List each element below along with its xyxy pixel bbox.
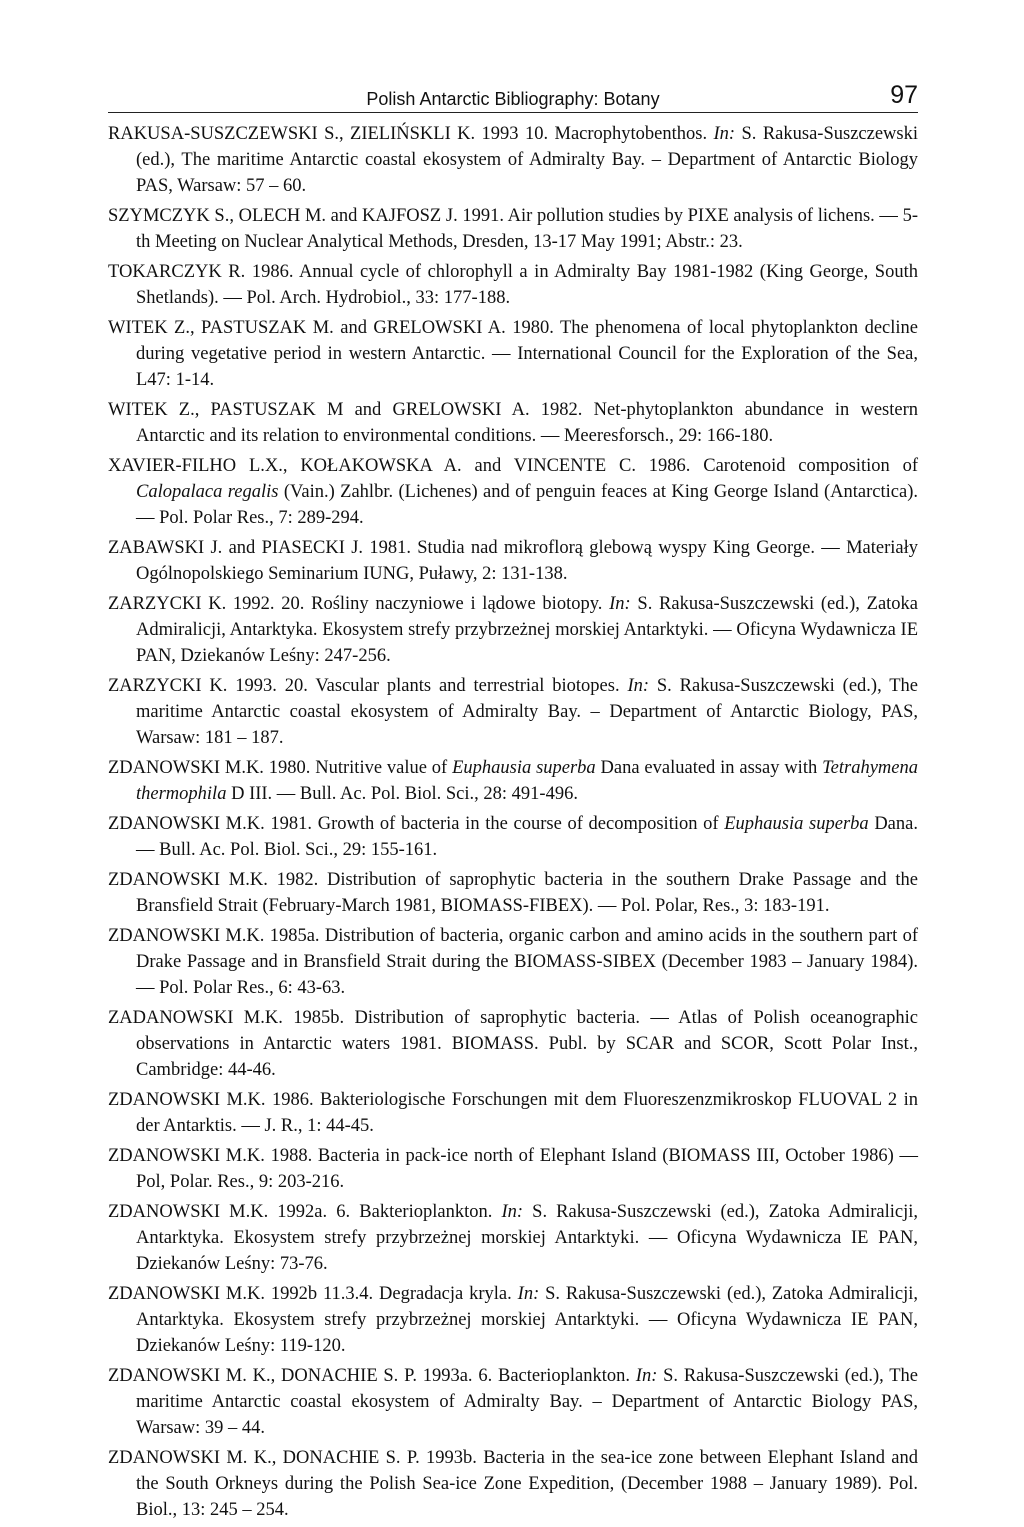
bibliography-entry	[108, 1087, 918, 1139]
bibliography-entry	[108, 673, 918, 751]
bibliography-entry	[108, 867, 918, 919]
entry-text: XAVIER-FILHO L.X., KOŁAKOWSKA A. and VINCENTE C. 1986. Carotenoid composition of	[108, 456, 918, 476]
bibliography-entry	[108, 1005, 918, 1083]
entry-text: S. Rakusa-Suszczewski (ed.), The maritime Antarctic coastal ekosystem of Admiralty Bay. – Department of Antarctic Biology PAS, Warsaw: 57 – 60.	[136, 124, 918, 196]
bibliography-entry	[108, 923, 918, 1001]
entry-text: WITEK Z., PASTUSZAK M. and GRELOWSKI A. 1980. The phenomena of local phytoplankton decline during vegetative period in western Antarctic. — International Council for the Exploration of the Sea, L47: 1-14.	[108, 318, 918, 390]
bibliography-entry	[108, 1363, 918, 1441]
entry-text: ZDANOWSKI M.K. 1981. Growth of bacteria in the course of decomposition of	[108, 814, 725, 834]
entry-text: Dana evaluated in assay with	[595, 758, 823, 778]
entry-text: ZDANOWSKI M.K. 1980. Nutritive value of	[108, 758, 453, 778]
bibliography-entry	[108, 315, 918, 393]
entry-text: RAKUSA-SUSZCZEWSKI S., ZIELIŃSKLI K. 1993 10. Macrophytobenthos.	[108, 124, 714, 144]
entry-text: S. Rakusa-Suszczewski (ed.), Zatoka Admiralicji, Antarktyka. Ekosystem strefy przybrzeżnej morskiej Antarktyki. — Oficyna Wydawnicza IE PAN, Dziekanów Leśny: 73-76.	[136, 1202, 918, 1274]
bibliography-entry	[108, 811, 918, 863]
italic-text: Calopalaca regalis	[136, 482, 279, 502]
entry-text: ZDANOWSKI M.K. 1985a. Distribution of bacteria, organic carbon and amino acids in the southern part of Drake Passage and in Bransfield Strait during the BIOMASS-SIBEX (December 1983 – January 1984). — Pol. Polar Res., 6: 43-63.	[108, 926, 918, 998]
entry-text: ZABAWSKI J. and PIASECKI J. 1981. Studia nad mikroflorą glebową wyspy King George. — Materiały Ogólnopolskiego Seminarium IUNG, Puławy, 2: 131-138.	[108, 538, 918, 584]
entry-text: ZDANOWSKI M. K., DONACHIE S. P. 1993b. Bacteria in the sea-ice zone between Elephant Island and the South Orkneys during the Polish Sea-ice Zone Expedition, (December 1988 – January 1989). Pol. Biol., 13: 245 – 254.	[108, 1448, 918, 1520]
bibliography-entry	[108, 1281, 918, 1359]
italic-text: Euphausia superba	[724, 814, 869, 834]
bibliography-entry	[108, 121, 918, 199]
bibliography-entry	[108, 1199, 918, 1277]
bibliography-entry	[108, 535, 918, 587]
italic-text: In:	[627, 676, 650, 696]
bibliography-list	[108, 121, 918, 1523]
italic-text: In:	[517, 1284, 540, 1304]
entry-text: ZADANOWSKI M.K. 1985b. Distribution of saprophytic bacteria. — Atlas of Polish oceanographic observations in Antarctic waters 1981. BIOMASS. Publ. by SCAR and SCOR, Scott Polar Inst., Cambridge: 44-46.	[108, 1008, 918, 1080]
entry-text: S. Rakusa-Suszczewski (ed.), Zatoka Admiralicji, Antarktyka. Ekosystem strefy przybrzeżnej morskiej Antarktyki. — Oficyna Wydawnicza IE PAN, Dziekanów Leśny: 119-120.	[136, 1284, 918, 1356]
entry-text: (Vain.) Zahlbr. (Lichenes) and of penguin feaces at King George Island (Antarctica). — Pol. Polar Res., 7: 289-294.	[136, 482, 918, 528]
entry-text: ZDANOWSKI M.K. 1982. Distribution of saprophytic bacteria in the southern Drake Passage and the Bransfield Strait (February-March 1981, BIOMASS-FIBEX). — Pol. Polar, Res., 3: 183-191.	[108, 870, 918, 916]
entry-text: S. Rakusa-Suszczewski (ed.), The maritime Antarctic coastal ekosystem of Admiralty Bay. – Department of Antarctic Biology PAS, Warsaw: 39 – 44.	[136, 1366, 918, 1438]
page-number: 97	[890, 81, 918, 109]
bibliography-entry	[108, 591, 918, 669]
entry-text: Dana. — Bull. Ac. Pol. Biol. Sci., 29: 155-161.	[136, 814, 918, 860]
bibliography-entry	[108, 1445, 918, 1523]
entry-text: WITEK Z., PASTUSZAK M and GRELOWSKI A. 1982. Net-phytoplankton abundance in western Antarctic and its relation to environmental conditions. — Meeresforsch., 29: 166-180.	[108, 400, 918, 446]
entry-text: S. Rakusa-Suszczewski (ed.), The maritime Antarctic coastal ekosystem of Admiralty Bay. – Department of Antarctic Biology, PAS, Warsaw: 181 – 187.	[136, 676, 918, 748]
entry-text: ZDANOWSKI M.K. 1992a. 6. Bakterioplankton.	[108, 1202, 502, 1222]
entry-text: D III. — Bull. Ac. Pol. Biol. Sci., 28: 491-496.	[226, 784, 578, 804]
document-page	[108, 78, 918, 1527]
bibliography-entry	[108, 1143, 918, 1195]
bibliography-entry	[108, 203, 918, 255]
entry-text: ZARZYCKI K. 1992. 20. Rośliny naczyniowe i lądowe biotopy.	[108, 594, 610, 614]
italic-text: Euphausia superba	[452, 758, 596, 778]
entry-text: TOKARCZYK R. 1986. Annual cycle of chlorophyll a in Admiralty Bay 1981-1982 (King George, South Shetlands). — Pol. Arch. Hydrobiol., 33: 177-188.	[108, 262, 918, 308]
entry-text: ZDANOWSKI M. K., DONACHIE S. P. 1993a. 6. Bacterioplankton.	[108, 1366, 636, 1386]
entry-text: S. Rakusa-Suszczewski (ed.), Zatoka Admiralicji, Antarktyka. Ekosystem strefy przybrzeżnej morskiej Antarktyki. — Oficyna Wydawnicza IE PAN, Dziekanów Leśny: 247-256.	[136, 594, 919, 666]
bibliography-entry	[108, 259, 918, 311]
italic-text: In:	[609, 594, 631, 614]
italic-text: In:	[713, 124, 736, 144]
bibliography-entry	[108, 397, 918, 449]
italic-text: In:	[635, 1366, 658, 1386]
page-header	[108, 78, 918, 113]
bibliography-entry	[108, 755, 918, 807]
entry-text: SZYMCZYK S., OLECH M. and KAJFOSZ J. 1991. Air pollution studies by PIXE analysis of lichens. — 5-th Meeting on Nuclear Analytical Methods, Dresden, 13-17 May 1991; Abstr.: 23.	[108, 206, 918, 252]
italic-text: Tetrahymena thermophila	[136, 758, 918, 804]
bibliography-entry	[108, 453, 918, 531]
entry-text: ZDANOWSKI M.K. 1992b 11.3.4. Degradacja kryla.	[108, 1284, 518, 1304]
entry-text: ZDANOWSKI M.K. 1986. Bakteriologische Forschungen mit dem Fluoreszenzmikroskop FLUOVAL 2 in der Antarktis. — J. R., 1: 44-45.	[108, 1090, 918, 1136]
running-title: Polish Antarctic Bibliography: Botany	[366, 89, 660, 109]
entry-text: ZDANOWSKI M.K. 1988. Bacteria in pack-ice north of Elephant Island (BIOMASS III, October 1986) — Pol, Polar. Res., 9: 203-216.	[108, 1146, 918, 1192]
italic-text: In:	[501, 1202, 524, 1222]
entry-text: ZARZYCKI K. 1993. 20. Vascular plants and terrestrial biotopes.	[108, 676, 628, 696]
